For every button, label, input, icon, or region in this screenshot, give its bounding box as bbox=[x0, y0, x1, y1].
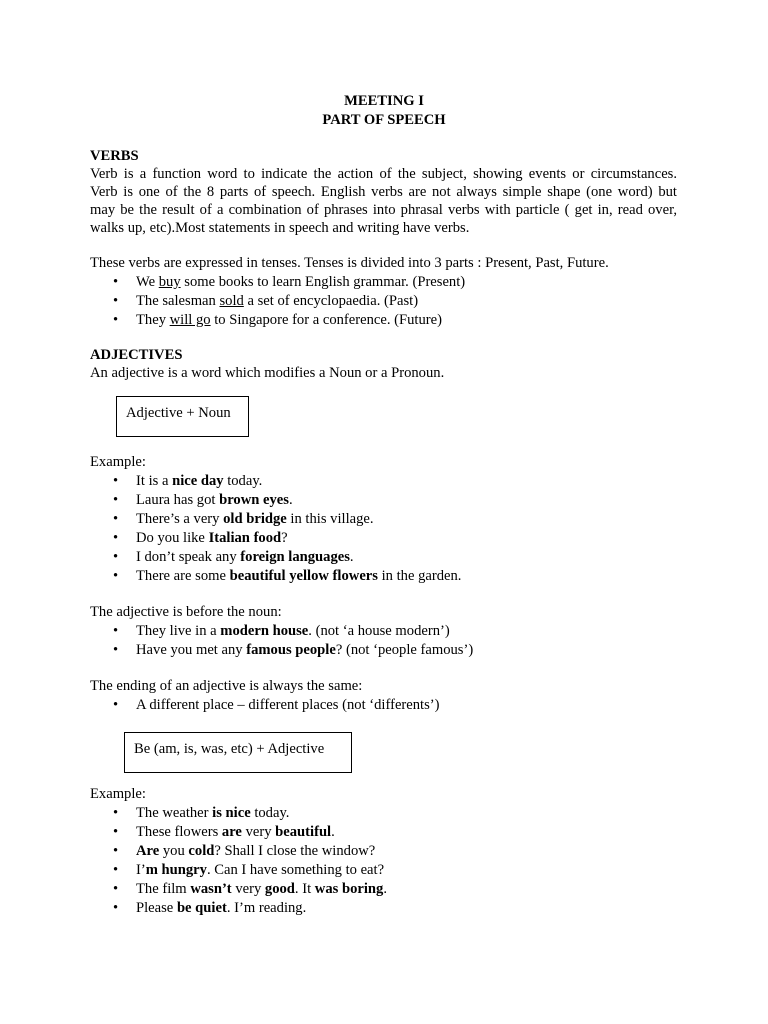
bullet-icon: • bbox=[113, 293, 119, 309]
item-keyword: be quiet bbox=[176, 900, 227, 916]
item-text: to Singapore for a conference. (Future) bbox=[210, 312, 442, 328]
list-item bbox=[136, 491, 293, 509]
verbs-heading: VERBS bbox=[90, 148, 139, 164]
item-text: They bbox=[136, 312, 170, 328]
item-text: Do you like bbox=[136, 530, 209, 546]
bullet-icon: • bbox=[113, 697, 119, 713]
item-text: . Can I have something to eat? bbox=[206, 862, 385, 878]
list-item bbox=[136, 311, 442, 329]
bullet-icon: • bbox=[113, 805, 119, 821]
bullet-icon: • bbox=[113, 312, 119, 328]
list-item bbox=[136, 567, 461, 585]
adjective-definition: An adjective is a word which modifies a Noun or a Pronoun. bbox=[90, 365, 445, 381]
item-keyword: brown eyes bbox=[219, 492, 289, 508]
doc-title: MEETING I bbox=[344, 93, 424, 109]
tenses-intro: These verbs are expressed in tenses. Tenses is divided into 3 parts : Present, Past, Future. bbox=[90, 255, 609, 271]
adjective-noun-formula: Adjective + Noun bbox=[126, 405, 231, 421]
item-keyword: buy bbox=[158, 274, 181, 290]
item-text: . I’m reading. bbox=[226, 900, 307, 916]
list-item bbox=[136, 804, 289, 822]
item-keyword: old bridge bbox=[223, 511, 287, 527]
item-keyword: is nice bbox=[212, 805, 251, 821]
be-adjective-formula: Be (am, is, was, etc) + Adjective bbox=[134, 741, 325, 757]
be-adjective-box bbox=[124, 732, 352, 773]
item-keyword: are bbox=[221, 824, 242, 840]
item-text: I’ bbox=[136, 862, 146, 878]
item-text: in this village. bbox=[286, 511, 374, 527]
item-keyword: nice day bbox=[172, 473, 224, 489]
list-item bbox=[136, 899, 306, 917]
item-text: . bbox=[383, 881, 387, 897]
item-text: ? bbox=[281, 530, 288, 546]
bullet-icon: • bbox=[113, 549, 119, 565]
item-text: today. bbox=[250, 805, 290, 821]
bullet-icon: • bbox=[113, 511, 119, 527]
verbs-para-line-2: Verb is one of the 8 parts of speech. English verbs are not always simple shape (one word) but bbox=[90, 184, 677, 200]
item-text: They live in a bbox=[136, 623, 221, 639]
item-keyword: will go bbox=[169, 312, 211, 328]
bullet-icon: • bbox=[113, 824, 119, 840]
item-text: ? Shall I close the window? bbox=[214, 843, 376, 859]
item-text: some books to learn English grammar. (Present) bbox=[180, 274, 466, 290]
item-text: The salesman bbox=[136, 293, 220, 309]
item-text: There are some bbox=[136, 568, 230, 584]
bullet-icon: • bbox=[113, 274, 119, 290]
bullet-icon: • bbox=[113, 843, 119, 859]
ending-intro: The ending of an adjective is always the same: bbox=[90, 678, 363, 694]
item-keyword: beautiful yellow flowers bbox=[229, 568, 378, 584]
item-text: very bbox=[241, 824, 276, 840]
verbs-para-line-4: walks up, etc).Most statements in speech and writing have verbs. bbox=[90, 220, 470, 236]
list-item bbox=[136, 880, 387, 898]
list-item bbox=[136, 292, 418, 310]
doc-subtitle: PART OF SPEECH bbox=[322, 112, 446, 128]
item-text: a set of encyclopaedia. (Past) bbox=[243, 293, 419, 309]
list-item bbox=[136, 696, 440, 714]
verbs-para-line-1: Verb is a function word to indicate the action of the subject, showing events or circumstances. bbox=[90, 166, 677, 182]
item-keyword: cold bbox=[188, 843, 215, 859]
example-label-1: Example: bbox=[90, 454, 146, 470]
item-text: . It bbox=[294, 881, 315, 897]
item-text: Please bbox=[136, 900, 177, 916]
item-text: It is a bbox=[136, 473, 173, 489]
item-text: ? (not ‘people famous’) bbox=[335, 642, 474, 658]
item-text: I don’t speak any bbox=[136, 549, 241, 565]
list-item bbox=[136, 641, 473, 659]
item-text: We bbox=[136, 274, 159, 290]
item-text: Have you met any bbox=[136, 642, 247, 658]
bullet-icon: • bbox=[113, 900, 119, 916]
item-keyword: foreign languages bbox=[240, 549, 350, 565]
item-keyword: Are bbox=[136, 843, 160, 859]
item-text: There’s a very bbox=[136, 511, 224, 527]
item-text: you bbox=[159, 843, 189, 859]
item-text: . bbox=[288, 492, 293, 508]
example-label-2: Example: bbox=[90, 786, 146, 802]
bullet-icon: • bbox=[113, 881, 119, 897]
bullet-icon: • bbox=[113, 492, 119, 508]
item-text: today. bbox=[223, 473, 263, 489]
item-keyword: good bbox=[264, 881, 295, 897]
bullet-icon: • bbox=[113, 473, 119, 489]
adjectives-heading: ADJECTIVES bbox=[90, 347, 183, 363]
list-item bbox=[136, 823, 335, 841]
item-text: . bbox=[349, 549, 354, 565]
bullet-icon: • bbox=[113, 623, 119, 639]
item-keyword: Italian food bbox=[208, 530, 282, 546]
list-item bbox=[136, 861, 384, 879]
item-keyword: famous people bbox=[246, 642, 336, 658]
adjective-noun-box bbox=[116, 396, 249, 437]
item-keyword: was boring bbox=[314, 881, 384, 897]
list-item bbox=[136, 510, 374, 528]
item-text: A different place – different places (not ‘differents’) bbox=[136, 697, 440, 713]
bullet-icon: • bbox=[113, 530, 119, 546]
bullet-icon: • bbox=[113, 642, 119, 658]
item-text: . (not ‘a house modern’) bbox=[308, 623, 450, 639]
item-text: . bbox=[331, 824, 335, 840]
list-item bbox=[136, 273, 465, 291]
list-item bbox=[136, 472, 262, 490]
list-item bbox=[136, 842, 375, 860]
list-item bbox=[136, 622, 450, 640]
item-keyword: modern house bbox=[220, 623, 309, 639]
bullet-icon: • bbox=[113, 862, 119, 878]
list-item bbox=[136, 548, 354, 566]
item-keyword: beautiful bbox=[275, 824, 332, 840]
item-text: in the garden. bbox=[377, 568, 462, 584]
item-text: The film bbox=[136, 881, 191, 897]
before-noun-intro: The adjective is before the noun: bbox=[90, 604, 282, 620]
item-text: The weather bbox=[136, 805, 213, 821]
item-keyword: m hungry bbox=[145, 862, 207, 878]
item-text: very bbox=[231, 881, 265, 897]
list-item bbox=[136, 529, 288, 547]
item-text: Laura has got bbox=[136, 492, 220, 508]
verbs-para-line-3: may be the result of a combination of phrases into phrasal verbs with particle ( get in, read over, bbox=[90, 202, 677, 218]
item-text: These flowers bbox=[136, 824, 222, 840]
item-keyword: sold bbox=[219, 293, 244, 309]
item-keyword: wasn’t bbox=[190, 881, 232, 897]
bullet-icon: • bbox=[113, 568, 119, 584]
